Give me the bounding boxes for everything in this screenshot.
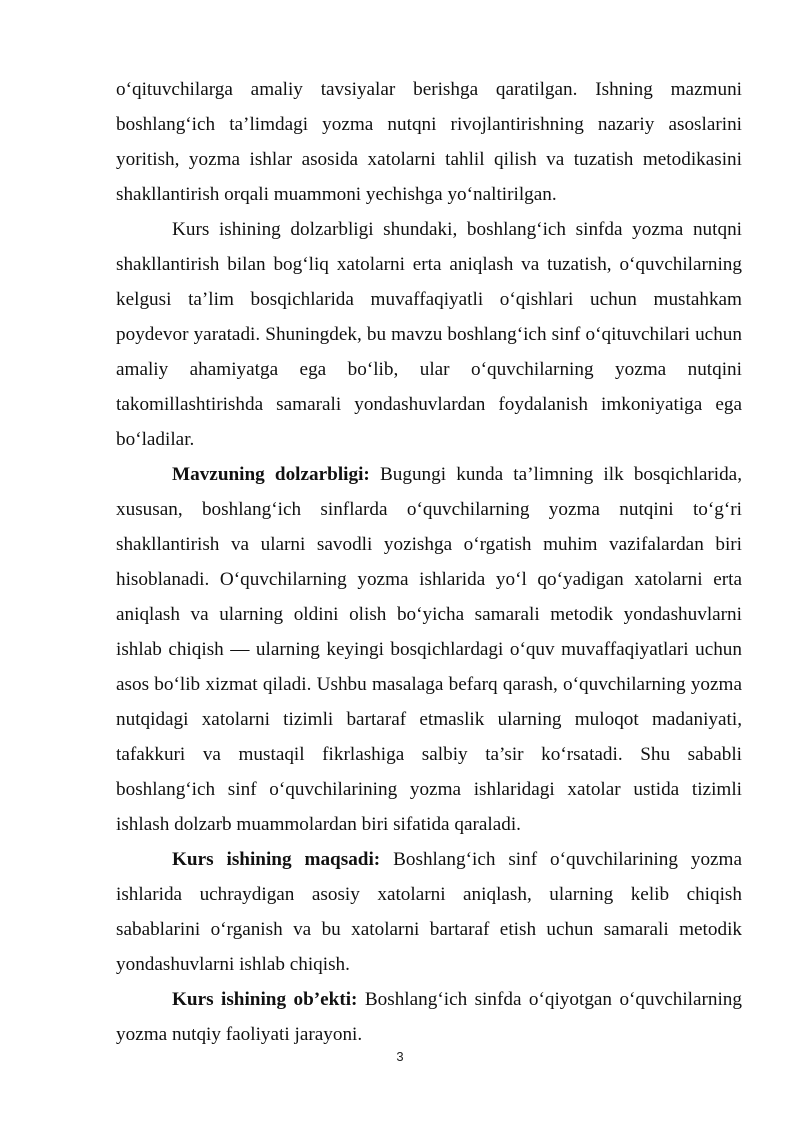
- paragraph-relevance-intro: [116, 212, 742, 457]
- paragraph-heading: Mavzuning dolzarbligi:: [172, 464, 370, 485]
- page-body: [116, 72, 742, 1052]
- paragraph-text: Kurs ishining dolzarbligi shundaki, boshlang‘ich sinfda yozma nutqni shakllantirish bilan bog‘liq xatolarni erta aniqlash va tuzatish, o‘quvchilarning kelgusi ta’lim bosqichlarida muvaffaqiyatli o‘qishlari uchun mustahkam poydevor yaratadi. Shuningdek, bu mavzu boshlang‘ich sinf o‘qituvchilari uchun amaliy ahamiyatga ega bo‘lib, ular o‘quvchilarning yozma nutqini takomillashtirishda samarali yondashuvlardan foydalanish imkoniyatiga ega bo‘ladilar.: [116, 219, 742, 450]
- paragraph-text: Bugungi kunda ta’limning ilk bosqichlarida, xususan, boshlang‘ich sinflarda o‘quvchilarning yozma nutqini to‘g‘ri shakllantirish va ularni savodli yozishga o‘rgatish muhim vazifalardan biri hisoblanadi. O‘quvchilarning yozma ishlarida yo‘l qo‘yadigan xatolarni erta aniqlash va ularning oldini olish bo‘yicha samarali metodik yondashuvlarni ishlab chiqish — ularning keyingi bosqichlardagi o‘quv muvaffaqiyatlari uchun asos bo‘lib xizmat qiladi. Ushbu masalaga befarq qarash, o‘quvchilarning yozma nutqidagi xatolarni tizimli bartaraf etmaslik ularning muloqot madaniyati, tafakkuri va mustaqil fikrlashiga salbiy ta’sir ko‘rsatadi. Shu sababli boshlang‘ich sinf o‘quvchilarining yozma ishlaridagi xatolar ustida tizimli ishlash dolzarb muammolardan biri sifatida qaraladi.: [116, 464, 742, 835]
- paragraph-heading: Kurs ishining ob’ekti:: [172, 989, 358, 1010]
- page-number: 3: [396, 1049, 404, 1064]
- paragraph-text: Boshlang‘ich sinfda o‘qiyotgan o‘quvchilarning yozma nutqiy faoliyati jarayoni.: [116, 989, 742, 1045]
- paragraph-text: Boshlang‘ich sinf o‘quvchilarining yozma ishlarida uchraydigan asosiy xatolarni aniqlash, ularning kelib chiqish sabablarini o‘rganish va bu xatolarni bartaraf etish uchun samarali metodik yondashuvlarni ishlab chiqish.: [116, 849, 742, 975]
- paragraph-heading: Kurs ishining maqsadi:: [172, 849, 381, 870]
- paragraph-text: o‘qituvchilarga amaliy tavsiyalar berishga qaratilgan. Ishning mazmuni boshlang‘ich ta’limdagi yozma nutqni rivojlantirishning nazariy asoslarini yoritish, yozma ishlar asosida xatolarni tahlil qilish va tuzatish metodikasini shakllantirish orqali muammoni yechishga yo‘naltirilgan.: [116, 79, 742, 205]
- paragraph-continuation: [116, 72, 742, 212]
- paragraph-topic-relevance: [116, 457, 742, 842]
- paragraph-goal: [116, 842, 742, 982]
- paragraph-object: [116, 982, 742, 1052]
